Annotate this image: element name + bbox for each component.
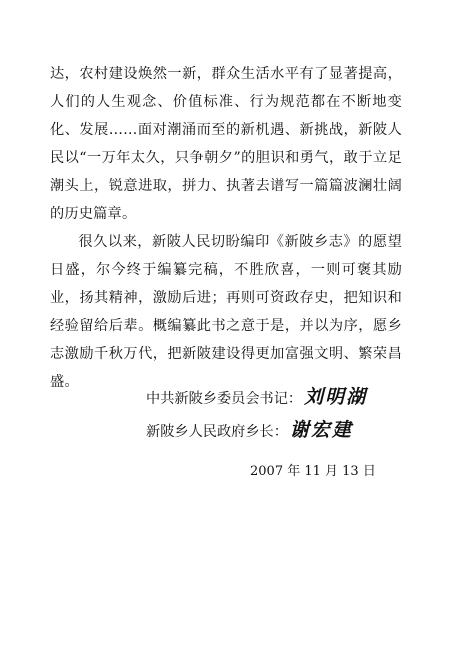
signature-title: 新陂乡人民政府乡长：	[146, 424, 288, 440]
signature-title: 中共新陂乡委员会书记：	[146, 391, 303, 407]
document-date: 2007 年 11 月 13 日	[250, 464, 376, 479]
paragraph-1: 达，农村建设焕然一新，群众生活水平有了显著提高，人们的人生观念、价值标准、行为规范都在不断地变化、发展……面对潮涌而至的新机遇、新挑战，新陂人民以“一万年太久，只争朝夕”的胆识和勇气，敢于立足潮头上，锐意进取，拼力、执著去谱写一篇篇波澜壮阔的历史篇章。	[50, 66, 402, 222]
preface-body	[50, 60, 402, 396]
paragraph-2: 很久以来，新陂人民切盼编印《新陂乡志》的愿望日盛，尔今终于编纂完稿，不胜欣喜，一则可褒其励业，扬其精神，激励后进；再则可资政存史，把知识和经验留给后辈。概编纂此书之意于是，并以为序，愿乡志激励千秋万代，把新陂建设得更加富强文明、繁荣昌盛。	[50, 234, 402, 390]
signature-secretary	[146, 382, 367, 409]
signature-name: 刘明湖	[304, 386, 368, 408]
signature-name: 谢宏建	[289, 419, 353, 441]
signature-township-head	[146, 415, 353, 442]
